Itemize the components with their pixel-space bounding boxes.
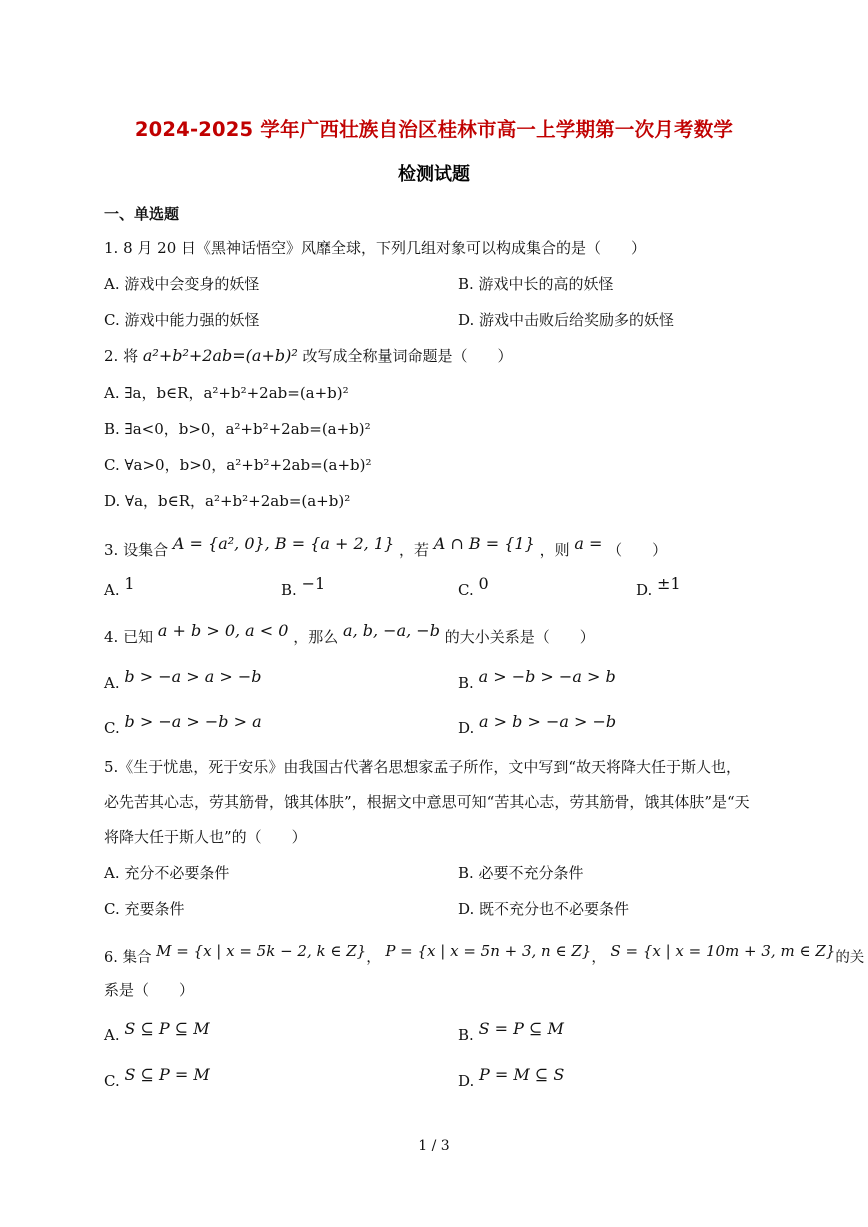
option-label: B.	[458, 1026, 474, 1044]
option-value: S ⊆ P ⊆ M	[124, 1019, 210, 1038]
option-value: S ⊆ P = M	[124, 1065, 210, 1084]
question-5-option-c: C. 充要条件	[104, 900, 185, 918]
question-5-option-b: B. 必要不充分条件	[458, 864, 584, 882]
question-3-intersection-expression: A ∩ B = {1}	[433, 534, 535, 553]
question-2-stem	[104, 346, 513, 366]
question-1-option-d: D. 游戏中击败后给奖励多的妖怪	[458, 311, 675, 329]
option-value: S = P ⊆ M	[478, 1019, 564, 1038]
question-3-stem-mid2: ，则	[539, 541, 570, 559]
question-4-stem-mid: ，那么	[293, 628, 339, 646]
section-heading: 一、单选题	[104, 205, 180, 223]
question-4-option-a	[104, 667, 262, 693]
question-3-stem	[104, 534, 668, 560]
question-2-expression: a²+b²+2ab=(a+b)²	[142, 346, 298, 365]
option-label: A.	[104, 674, 120, 692]
option-value: P = M ⊆ S	[479, 1065, 565, 1084]
option-label: B.	[281, 581, 297, 599]
question-6-line-2: 系是（ ）	[104, 981, 195, 999]
question-3-set-expression: A = {a², 0}, B = {a + 2, 1}	[172, 534, 395, 553]
question-6-set-p: P = {x | x = 5n + 3, n ∈ Z}	[385, 942, 592, 960]
question-2-option-d: D. ∀a，b∈R，a²+b²+2ab=(a+b)²	[104, 492, 351, 510]
option-value: 0	[478, 574, 489, 593]
option-label: D.	[458, 1072, 475, 1090]
option-value: ±1	[657, 574, 681, 593]
question-5-option-d: D. 既不充分也不必要条件	[458, 900, 630, 918]
question-2-option-c: C. ∀a>0，b>0，a²+b²+2ab=(a+b)²	[104, 456, 372, 474]
question-5-line-3: 将降大任于斯人也”的（ ）	[104, 828, 307, 846]
option-value: a > b > −a > −b	[479, 712, 617, 731]
option-label: B.	[458, 674, 474, 692]
question-2-stem-post: 改写成全称量词命题是（ ）	[302, 347, 513, 365]
question-6-stem	[104, 942, 865, 968]
question-2-stem-pre: 2. 将	[104, 347, 139, 365]
question-4-stem	[104, 621, 595, 647]
option-label: A.	[104, 581, 120, 599]
question-5-line-2: 必先苦其心志，劳其筋骨，饿其体肤”，根据文中意思可知“苦其心志，劳其筋骨，饿其体肤”是“天	[104, 793, 750, 811]
question-3-stem-mid: ，若	[398, 541, 429, 559]
question-3-a-expression: a =	[574, 534, 603, 553]
question-5-line-1: 5.《生于忧患，死于安乐》由我国古代著名思想家孟子所作，文中写到“故天将降大任于斯人也，	[104, 758, 741, 776]
option-label: C.	[104, 1072, 120, 1090]
question-4-variables-expression: a, b, −a, −b	[343, 621, 440, 640]
question-1-stem: 1. 8 月 20 日《黑神话悟空》风靡全球，下列几组对象可以构成集合的是（ ）	[104, 239, 647, 257]
question-6-option-b	[458, 1019, 564, 1045]
question-6-set-s: S = {x | x = 10m + 3, m ∈ Z}	[610, 942, 836, 960]
question-1-option-b: B. 游戏中长的高的妖怪	[458, 275, 614, 293]
option-value: −1	[301, 574, 326, 593]
question-2-option-a: A. ∃a，b∈R，a²+b²+2ab=(a+b)²	[104, 384, 349, 402]
option-value: a > −b > −a > b	[478, 667, 616, 686]
option-label: C.	[458, 581, 474, 599]
question-2-option-b: B. ∃a<0，b>0，a²+b²+2ab=(a+b)²	[104, 420, 371, 438]
question-6-option-c	[104, 1065, 210, 1091]
question-4-stem-post: 的大小关系是（ ）	[444, 628, 595, 646]
option-label: D.	[458, 719, 475, 737]
separator: ，	[366, 950, 381, 966]
option-label: D.	[636, 581, 653, 599]
question-4-condition-expression: a + b > 0, a < 0	[157, 621, 289, 640]
page-title: 2024-2025 学年广西壮族自治区桂林市高一上学期第一次月考数学	[134, 118, 734, 141]
page-number: 1 / 3	[418, 1138, 450, 1154]
question-3-option-a	[104, 574, 135, 600]
question-4-stem-pre: 4. 已知	[104, 628, 154, 646]
question-3-option-d	[636, 574, 681, 600]
option-value: 1	[124, 574, 135, 593]
question-3-option-b	[281, 574, 326, 600]
option-label: A.	[104, 1026, 120, 1044]
question-1-option-a: A. 游戏中会变身的妖怪	[104, 275, 260, 293]
question-6-stem-pre: 6. 集合	[104, 950, 152, 966]
question-4-option-b	[458, 667, 616, 693]
page-subtitle: 检测试题	[398, 164, 470, 185]
question-6-option-a	[104, 1019, 210, 1045]
option-value: b > −a > a > −b	[124, 667, 262, 686]
separator: ，	[591, 950, 606, 966]
question-6-option-d	[458, 1065, 565, 1091]
question-4-option-c	[104, 712, 262, 738]
question-5-option-a: A. 充分不必要条件	[104, 864, 230, 882]
question-3-option-c	[458, 574, 489, 600]
option-label: C.	[104, 719, 120, 737]
question-3-stem-pre: 3. 设集合	[104, 541, 169, 559]
option-value: b > −a > −b > a	[124, 712, 262, 731]
question-3-stem-post: （ ）	[607, 541, 668, 559]
question-1-option-c: C. 游戏中能力强的妖怪	[104, 311, 260, 329]
question-4-option-d	[458, 712, 617, 738]
question-6-stem-tail: 的关	[835, 950, 865, 966]
question-6-set-m: M = {x | x = 5k − 2, k ∈ Z}	[156, 942, 367, 960]
